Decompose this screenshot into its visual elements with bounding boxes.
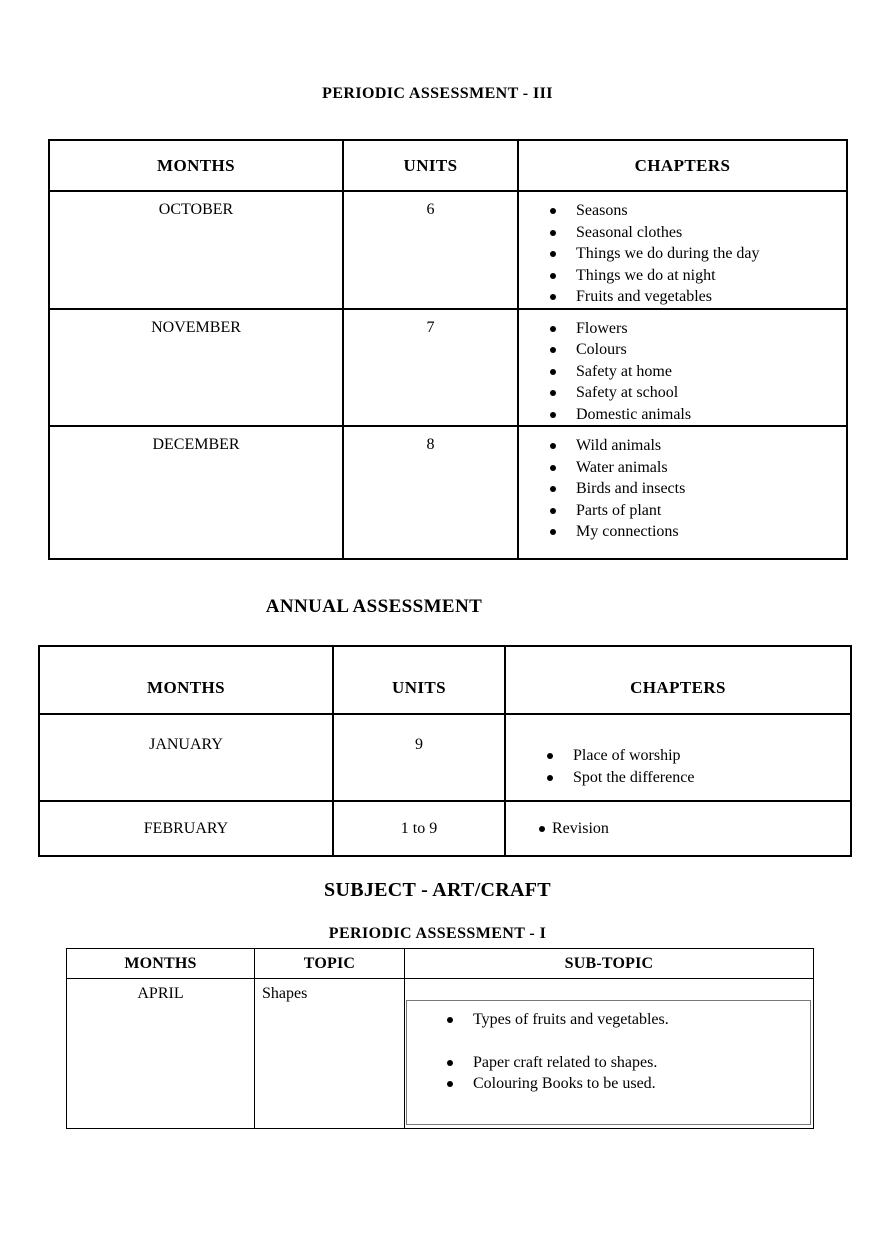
list-item-label: Spot the difference [573, 768, 695, 786]
table-row [67, 979, 814, 1129]
bullet-icon [447, 1081, 453, 1087]
list-item-label: Fruits and vegetables [576, 288, 712, 305]
list-item [550, 500, 842, 522]
bullet-icon [550, 486, 556, 492]
bullet-icon [550, 251, 556, 257]
art-craft-periodic-1-table [66, 948, 814, 1129]
list-item [550, 318, 842, 340]
bullet-icon [550, 390, 556, 396]
list-item [547, 745, 846, 767]
list-item-label: Seasonal clothes [576, 223, 683, 241]
table-row [49, 191, 847, 309]
units-cell: 9 [333, 714, 505, 801]
bullet-list [539, 818, 850, 840]
list-item [550, 243, 842, 265]
list-item [550, 382, 842, 404]
annual-assessment-title: ANNUAL ASSESSMENT [265, 596, 483, 617]
bullet-list [550, 318, 842, 426]
list-item [550, 435, 842, 457]
list-item [447, 1073, 802, 1095]
table-row [49, 426, 847, 559]
column-header-units: UNITS [343, 140, 518, 191]
list-item [550, 339, 842, 361]
table-row [39, 801, 851, 856]
list-item-label: Revision [552, 819, 609, 837]
column-header-subtopic: SUB-TOPIC [405, 949, 814, 979]
list-item-label: Paper craft related to shapes. [473, 1053, 658, 1071]
bullet-list [447, 1009, 802, 1095]
list-item [447, 1052, 802, 1074]
list-item-label: Water animals [576, 458, 668, 476]
bullet-icon [550, 208, 556, 214]
bullet-icon [550, 369, 556, 375]
bullet-icon [550, 529, 556, 535]
list-item-label: Birds and insects [576, 480, 686, 497]
periodic-assessment-1-title: PERIODIC ASSESSMENT - I [328, 925, 547, 942]
list-item-label: Flowers [576, 319, 628, 337]
bullet-icon [547, 753, 553, 759]
subject-art-craft-title: SUBJECT - ART/CRAFT [324, 879, 551, 901]
periodic-assessment-3-table [48, 139, 848, 560]
list-item [550, 200, 842, 222]
list-item-label: Place of worship [573, 747, 681, 764]
month-cell: DECEMBER [49, 426, 343, 559]
column-header-units: UNITS [333, 646, 505, 714]
subtopic-inner-box [406, 1000, 811, 1125]
bullet-icon [539, 826, 545, 832]
list-item-label: Things we do at night [576, 266, 716, 284]
chapters-cell [518, 426, 847, 559]
column-header-topic: TOPIC [255, 949, 405, 979]
list-item-label: Types of fruits and vegetables. [473, 1011, 669, 1028]
list-item [550, 361, 842, 383]
table-header-row [49, 140, 847, 191]
column-header-chapters: CHAPTERS [505, 646, 851, 714]
bullet-icon [550, 508, 556, 514]
chapters-cell [505, 801, 851, 856]
list-item [539, 818, 850, 840]
bullet-icon [550, 443, 556, 449]
list-item [550, 457, 842, 479]
list-item [550, 521, 842, 543]
table-row [39, 714, 851, 801]
bullet-icon [447, 1017, 453, 1023]
table-row [49, 309, 847, 427]
column-header-months: MONTHS [39, 646, 333, 714]
list-item-label: Parts of plant [576, 501, 662, 519]
month-cell: APRIL [67, 979, 255, 1129]
list-item-label: Safety at home [576, 362, 672, 380]
table-header-row [67, 949, 814, 979]
chapters-cell [518, 309, 847, 427]
periodic-assessment-3-title: PERIODIC ASSESSMENT - III [322, 85, 553, 102]
month-cell: NOVEMBER [49, 309, 343, 427]
units-cell: 6 [343, 191, 518, 309]
bullet-list [550, 435, 842, 543]
column-header-chapters: CHAPTERS [518, 140, 847, 191]
list-item [550, 478, 842, 500]
bullet-icon [550, 465, 556, 471]
bullet-icon [550, 230, 556, 236]
list-item [547, 767, 846, 789]
column-header-months: MONTHS [67, 949, 255, 979]
subtopic-cell [405, 979, 814, 1129]
annual-assessment-table [38, 645, 852, 857]
bullet-icon [550, 347, 556, 353]
bullet-icon [550, 294, 556, 300]
list-item [550, 265, 842, 287]
month-cell: OCTOBER [49, 191, 343, 309]
chapters-cell [505, 714, 851, 801]
bullet-list [547, 745, 846, 788]
list-item-label: Wild animals [576, 437, 662, 454]
list-item-label: My connections [576, 523, 679, 540]
list-item-label: Domestic animals [576, 405, 692, 423]
bullet-list [550, 200, 842, 308]
units-cell: 7 [343, 309, 518, 427]
bullet-icon [550, 326, 556, 332]
list-item-label: Colouring Books to be used. [473, 1075, 656, 1092]
list-item [550, 404, 842, 426]
list-item-label: Safety at school [576, 384, 679, 401]
month-cell: JANUARY [39, 714, 333, 801]
month-cell: FEBRUARY [39, 801, 333, 856]
table-header-row [39, 646, 851, 714]
list-item [550, 222, 842, 244]
units-cell: 1 to 9 [333, 801, 505, 856]
topic-cell: Shapes [255, 979, 405, 1129]
bullet-icon [550, 273, 556, 279]
list-item-label: Things we do during the day [576, 245, 760, 262]
list-item [550, 286, 842, 308]
list-item [447, 1009, 802, 1031]
list-item-label: Seasons [576, 202, 628, 219]
bullet-icon [547, 775, 553, 781]
units-cell: 8 [343, 426, 518, 559]
bullet-icon [550, 412, 556, 418]
list-item-label: Colours [576, 341, 627, 358]
column-header-months: MONTHS [49, 140, 343, 191]
bullet-icon [447, 1060, 453, 1066]
chapters-cell [518, 191, 847, 309]
